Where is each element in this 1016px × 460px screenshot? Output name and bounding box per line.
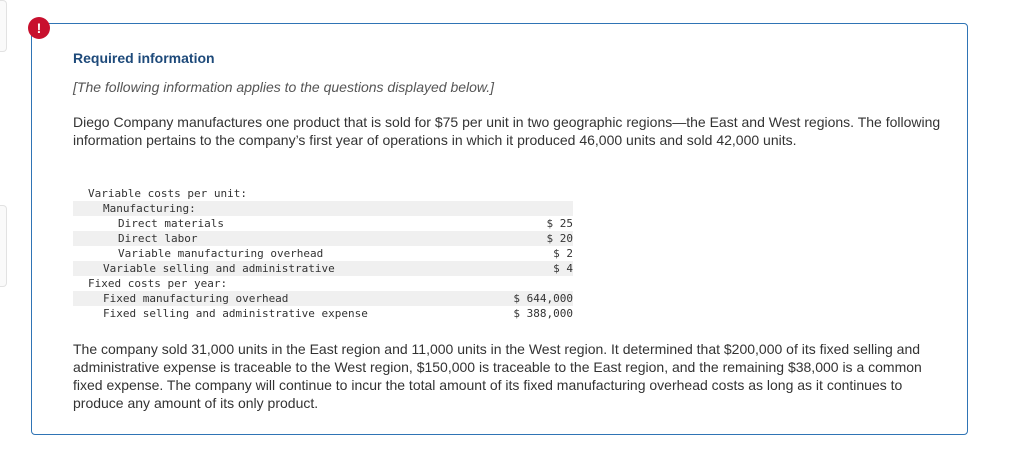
row-value: $ 644,000: [513, 292, 573, 305]
row-value: $ 4: [553, 262, 573, 275]
required-information-title: Required information: [73, 50, 215, 66]
table-row: [73, 231, 573, 246]
side-panel-tab-bottom: [0, 205, 7, 287]
table-row: [73, 216, 573, 231]
closing-paragraph: The company sold 31,000 units in the East region and 11,000 units in the West region. It determined that $200,000 of its fixed selling and administrative expense is traceable to the West region, $150,000 is traceable to the East region, and the remaining $38,000 is a common fixed expense. The company will continue to incur the total amount of its fixed manufacturing overhead costs as long as it continues to produce any amount of its only product.: [73, 341, 922, 411]
row-label: Manufacturing:: [103, 202, 196, 215]
row-label: Variable selling and administrative: [103, 262, 335, 275]
table-row: [73, 261, 573, 276]
table-row: [73, 291, 573, 306]
row-label: Fixed selling and administrative expense: [103, 307, 368, 320]
row-label: Fixed costs per year:: [88, 277, 228, 290]
row-value: $ 20: [546, 232, 573, 245]
row-label: Variable manufacturing overhead: [118, 247, 324, 260]
row-value: $ 25: [546, 217, 573, 230]
side-panel-tab-top: [0, 0, 7, 52]
row-label: Direct labor: [118, 232, 198, 245]
row-label: Fixed manufacturing overhead: [103, 292, 289, 305]
row-label: Variable costs per unit:: [88, 187, 247, 200]
alert-icon: !: [28, 17, 50, 39]
table-row: [73, 186, 573, 201]
table-row: [73, 276, 573, 291]
cost-table: [73, 186, 573, 321]
row-label: Direct materials: [118, 217, 224, 230]
table-row: [73, 201, 573, 216]
row-value: $ 388,000: [513, 307, 573, 320]
row-value: $ 2: [553, 247, 573, 260]
intro-paragraph: Diego Company manufactures one product that is sold for $75 per unit in two geographic regions—the East and West regions. The following information pertains to the company’s first year of operations in which it produced 46,000 units and sold 42,000 units.: [73, 114, 941, 148]
table-row: [73, 246, 573, 261]
table-row: [73, 306, 573, 321]
applies-note: [The following information applies to the questions displayed below.]: [73, 79, 495, 95]
